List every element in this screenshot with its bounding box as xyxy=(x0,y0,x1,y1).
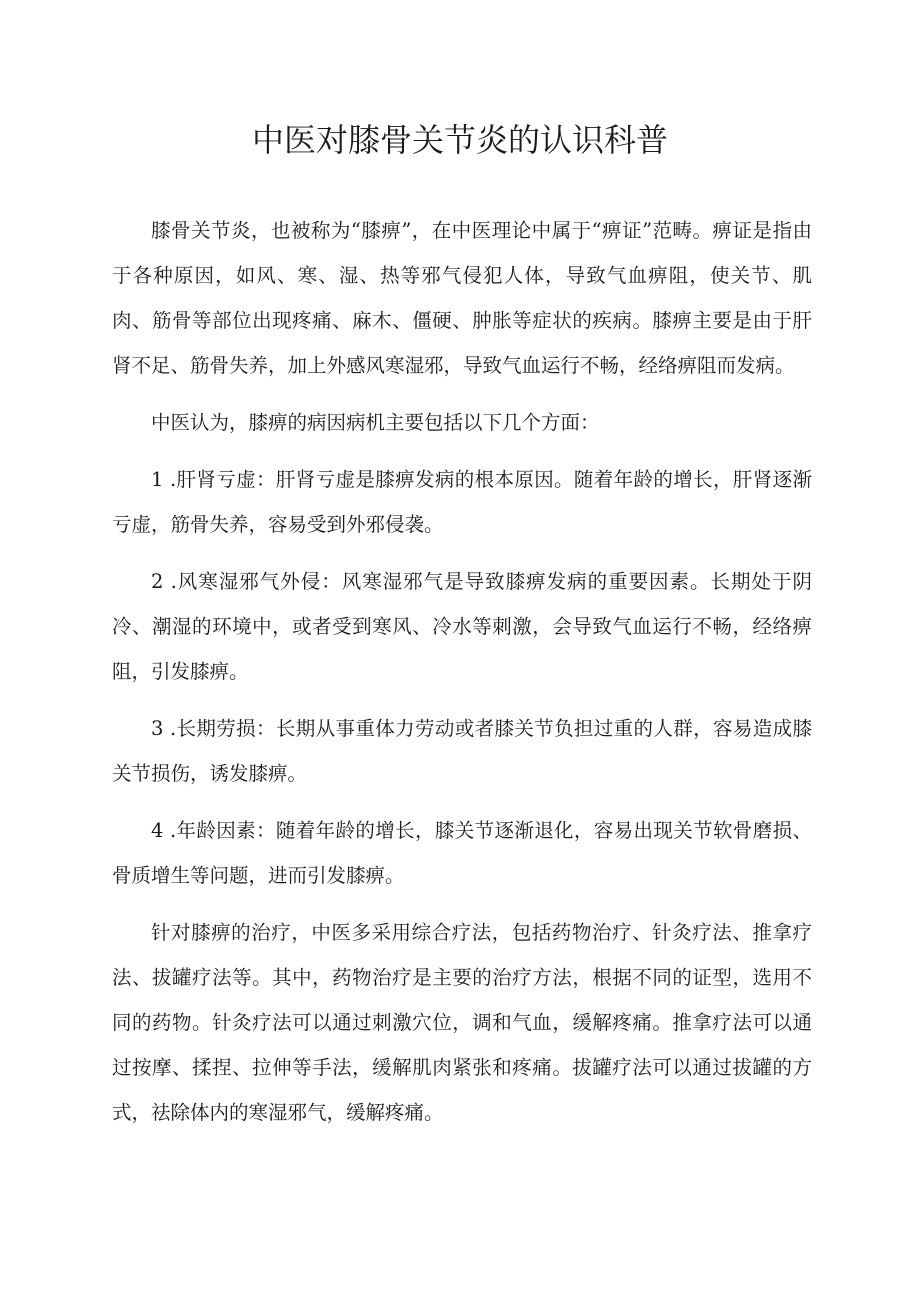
paragraph-cause-4: 4 .年龄因素：随着年龄的增长，膝关节逐渐退化，容易出现关节软骨磨损、骨质增生等问题，进而引发膝痹。 xyxy=(112,819,812,887)
paragraph-cause-3: 3 .长期劳损：长期从事重体力劳动或者膝关节负担过重的人群，容易造成膝关节损伤，诱发膝痹。 xyxy=(112,717,812,785)
paragraph-intro: 膝骨关节炎，也被称为“膝痹”，在中医理论中属于“痹证”范畴。痹证是指由于各种原因，如风、寒、湿、热等邪气侵犯人体，导致气血痹阻，使关节、肌肉、筋骨等部位出现疼痛、麻木、僵硬、肿胀等症状的疾病。膝痹主要是由于肝肾不足、筋骨失养，加上外感风寒湿邪，导致气血运行不畅，经络痹阻而发病。 xyxy=(112,219,812,377)
paragraph-causes-intro: 中医认为，膝痹的病因病机主要包括以下几个方面： xyxy=(151,411,600,434)
paragraph-cause-1: 1 .肝肾亏虚：肝肾亏虚是膝痹发病的根本原因。随着年龄的增长，肝肾逐渐亏虚，筋骨失养，容易受到外邪侵袭。 xyxy=(112,468,812,536)
document-title: 中医对膝骨关节炎的认识科普 xyxy=(251,121,668,159)
paragraph-treatment: 针对膝痹的治疗，中医多采用综合疗法，包括药物治疗、针灸疗法、推拿疗法、拔罐疗法等。其中，药物治疗是主要的治疗方法，根据不同的证型，选用不同的药物。针灸疗法可以通过刺激穴位，调和气血，缓解疼痛。推拿疗法可以通过按摩、揉捏、拉伸等手法，缓解肌肉紧张和疼痛。拔罐疗法可以通过拔罐的方式，祛除体内的寒湿邪气，缓解疼痛。 xyxy=(112,921,812,1124)
paragraph-cause-2: 2 .风寒湿邪气外侵：风寒湿邪气是导致膝痹发病的重要因素。长期处于阴冷、潮湿的环境中，或者受到寒风、冷水等刺激，会导致气血运行不畅，经络痹阻，引发膝痹。 xyxy=(112,570,812,683)
document-body xyxy=(112,208,812,1147)
